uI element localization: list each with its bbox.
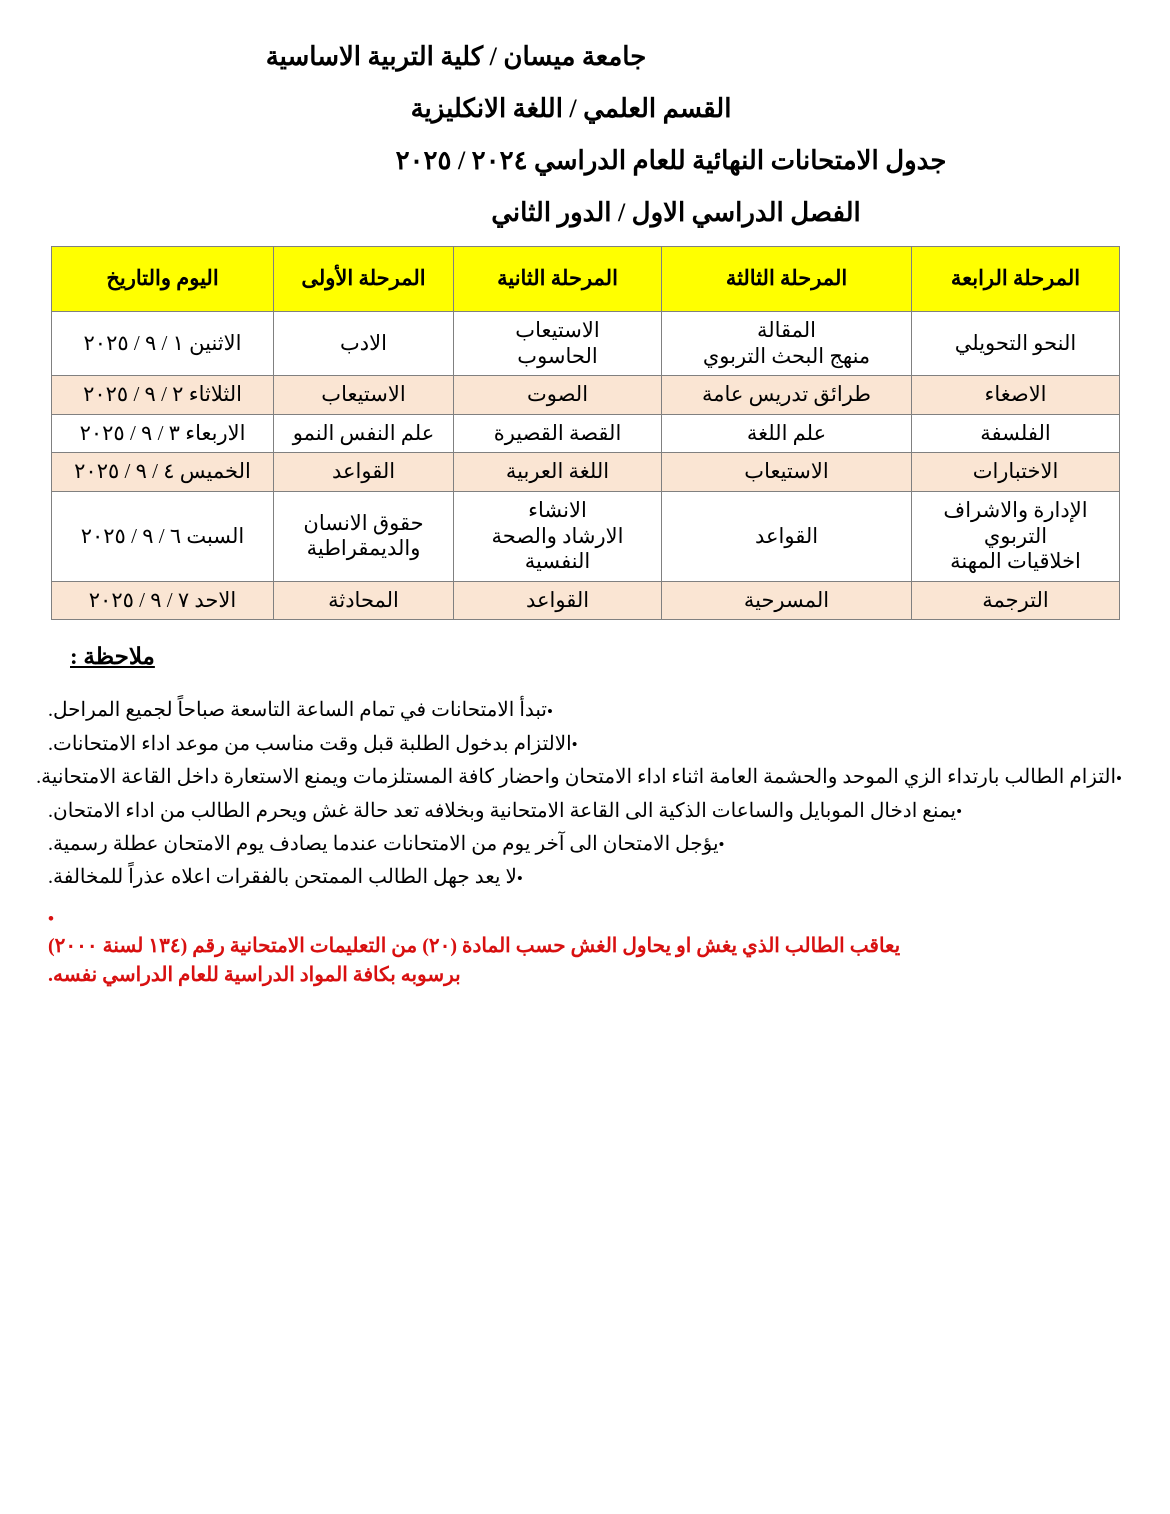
cell-stage-three: [662, 414, 912, 453]
cell-day-date: الثلاثاء ٢ / ٩ / ٢٠٢٥: [52, 376, 274, 415]
column-header-stage-three: المرحلة الثالثة: [662, 247, 912, 312]
cell-stage-one: الاستيعاب: [274, 376, 454, 415]
cell-stage-three: [662, 376, 912, 415]
table-row: [52, 492, 1120, 582]
cell-stage-three: [662, 492, 912, 582]
cell-line: حقوق الانسان: [303, 510, 424, 535]
cell-line: اخلاقيات المهنة: [950, 549, 1081, 574]
cell-stage-four: [912, 312, 1120, 376]
bullet-icon: •: [546, 701, 553, 721]
cell-line: القصة القصيرة: [493, 420, 622, 445]
table-row: [52, 376, 1120, 415]
note-text: يمنع ادخال الموبايل والساعات الذكية الى القاعة الامتحانية وبخلافه تعد حالة غش ويحرم الطالب من اداء الامتحان.: [48, 799, 957, 822]
cell-day-date: الخميس ٤ / ٩ / ٢٠٢٥: [52, 453, 274, 492]
bullet-icon: •: [718, 835, 725, 855]
notes-section: [0, 644, 1170, 989]
cell-line: الترجمة: [982, 587, 1049, 612]
bullet-icon: •: [571, 735, 578, 755]
cell-line: النحو التحويلي: [954, 330, 1077, 355]
column-header-day-date: اليوم والتاريخ: [52, 247, 274, 312]
note-text: الالتزام بدخول الطلبة قبل وقت مناسب من موعد اداء الامتحانات.: [48, 732, 572, 755]
cell-stage-one: المحادثة: [274, 581, 454, 620]
table-row: [52, 414, 1120, 453]
note-item: [40, 863, 1130, 891]
cell-line: الصوت: [526, 382, 589, 407]
bullet-icon: •: [516, 868, 523, 888]
cell-stage-four: [912, 492, 1120, 582]
cell-line: الارشاد والصحة: [491, 523, 624, 548]
note-item: [36, 763, 1130, 791]
cell-line: المسرحية: [743, 587, 830, 612]
cell-stage-one: الادب: [274, 312, 454, 376]
cell-day-date: الاثنين ١ / ٩ / ٢٠٢٥: [52, 312, 274, 376]
cell-day-date: الاربعاء ٣ / ٩ / ٢٠٢٥: [52, 414, 274, 453]
cell-line: القواعد: [525, 587, 590, 612]
table-row: [52, 581, 1120, 620]
cell-line: المقالة: [756, 318, 817, 342]
warning-text-line-1: يعاقب الطالب الذي يغش او يحاول الغش حسب المادة (٢٠) من التعليمات الامتحانية رقم (١٣٤ لسنة ٢٠٠٠): [48, 935, 901, 958]
cell-stage-three: [662, 453, 912, 492]
notes-title: ملاحظة :: [70, 644, 155, 670]
cell-day-date: الاحد ٧ / ٩ / ٢٠٢٥: [52, 581, 274, 620]
cell-line: التربوي: [983, 523, 1048, 548]
cell-line: الاختبارات: [972, 459, 1059, 484]
cell-stage-one: القواعد: [274, 453, 454, 492]
cell-stage-one: علم النفس النمو: [274, 414, 454, 453]
cell-line: القواعد: [754, 523, 819, 548]
department-line: القسم العلمي / اللغة الانكليزية: [410, 94, 732, 123]
note-item: [40, 797, 1130, 825]
column-header-stage-two: المرحلة الثانية: [454, 247, 662, 312]
cell-line: اللغة العربية: [505, 459, 610, 484]
table-body: [52, 312, 1120, 620]
cell-stage-one: [274, 492, 454, 582]
table-row: [52, 453, 1120, 492]
cell-stage-four: [912, 414, 1120, 453]
note-item-warning: [40, 904, 1130, 989]
cell-line: الاستيعاب: [744, 459, 829, 484]
note-text: التزام الطالب بارتداء الزي الموحد والحشمة العامة اثناء اداء الامتحان واحضار كافة المستلزمات ويمنع الاستعارة داخل القاعة الامتحانية.: [36, 766, 1116, 789]
cell-stage-four: [912, 581, 1120, 620]
note-text: يؤجل الامتحان الى آخر يوم من الامتحانات عندما يصادف يوم الامتحان عطلة رسمية.: [48, 833, 719, 856]
note-item: [40, 696, 1130, 724]
table-row: [52, 312, 1120, 376]
notes-list: [36, 696, 1130, 989]
cell-stage-four: [912, 453, 1120, 492]
cell-line: الاستيعاب: [515, 318, 600, 342]
bullet-icon: •: [1116, 768, 1122, 788]
cell-line: طرائق تدريس عامة: [701, 382, 872, 407]
cell-stage-three: [662, 581, 912, 620]
schedule-table-wrap: [50, 246, 1120, 620]
cell-line: الانشاء: [528, 498, 587, 523]
cell-day-date: السبت ٦ / ٩ / ٢٠٢٥: [52, 492, 274, 582]
cell-line: النفسية: [524, 549, 591, 574]
column-header-stage-one: المرحلة الأولى: [274, 247, 454, 312]
note-item: [40, 830, 1130, 858]
schedule-title-line: جدول الامتحانات النهائية للعام الدراسي ٢٠٢٤ / ٢٠٢٥: [395, 146, 947, 175]
note-text: لا يعد جهل الطالب الممتحن بالفقرات اعلاه عذراً للمخالفة.: [48, 866, 517, 889]
cell-line: الحاسوب: [517, 343, 598, 368]
cell-stage-two: [454, 312, 662, 376]
cell-line: الفلسفة: [980, 420, 1051, 445]
warning-text-line-2: برسوبه بكافة المواد الدراسية للعام الدراسي نفسه.: [48, 963, 461, 986]
bullet-icon: •: [48, 909, 54, 929]
note-item: [40, 730, 1130, 758]
cell-stage-four: [912, 376, 1120, 415]
university-faculty-line: جامعة ميسان / كلية التربية الاساسية: [265, 42, 647, 71]
table-header-row: [52, 247, 1120, 312]
bullet-icon: •: [956, 802, 963, 821]
note-text: تبدأ الامتحانات في تمام الساعة التاسعة صباحاً لجميع المراحل.: [48, 699, 547, 722]
cell-stage-two: [454, 453, 662, 492]
document-header: [0, 0, 1170, 226]
cell-stage-two: [454, 581, 662, 620]
cell-line: والديمقراطية: [306, 536, 421, 561]
cell-stage-two: [454, 376, 662, 415]
cell-stage-two: [454, 492, 662, 582]
exam-schedule-table: [51, 246, 1120, 620]
cell-line: منهج البحث التربوي: [702, 343, 871, 368]
cell-line: علم اللغة: [746, 420, 827, 445]
cell-stage-three: [662, 312, 912, 376]
cell-line: الاصغاء: [984, 382, 1047, 407]
semester-round-line: الفصل الدراسي الاول / الدور الثاني: [491, 198, 861, 227]
cell-stage-two: [454, 414, 662, 453]
cell-line: الإدارة والاشراف: [943, 498, 1088, 523]
column-header-stage-four: المرحلة الرابعة: [912, 247, 1120, 312]
